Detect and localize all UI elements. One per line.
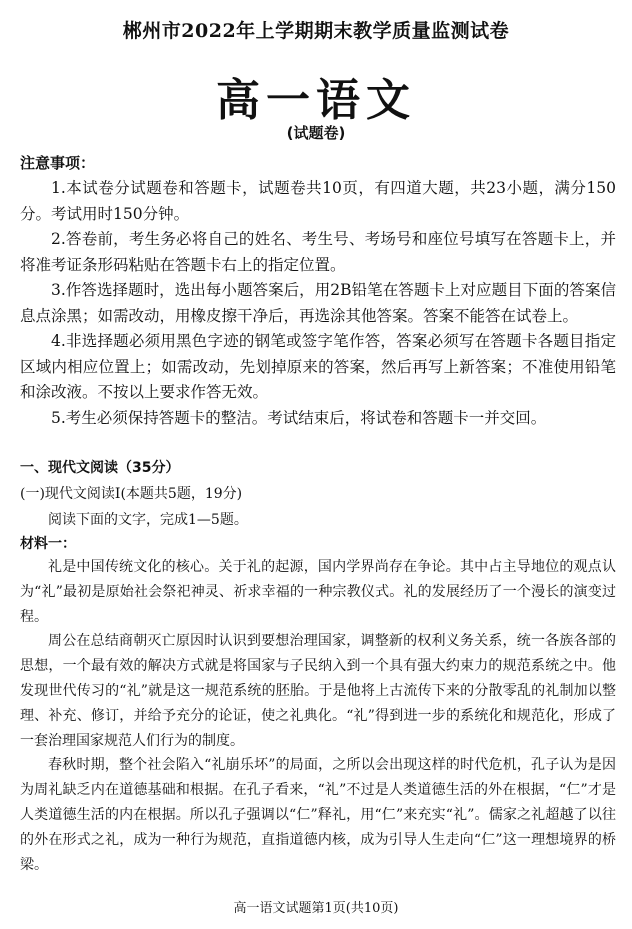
- section-heading: 一、现代文阅读（35分）: [20, 460, 180, 476]
- subsection-heading: (一)现代文阅读Ⅰ(本题共5题，19分): [20, 486, 243, 502]
- passage-paragraph: 礼是中国传统文化的核心。关于礼的起源，国内学界尚存在争论。其中占主导地位的观点认为“礼”最初是原始社会祭祀神灵、祈求幸福的一种宗教仪式。礼的发展经历了一个漫长的演变过程。: [20, 559, 616, 625]
- notice-list: [20, 176, 616, 431]
- passage-paragraph: 周公在总结商朝灭亡原因时认识到要想治理国家，调整新的权利义务关系，统一各族各部的思想，一个最有效的解决方式就是将国家与子民纳入到一个具有强大约束力的规范系统之中。他发现世代传习的“礼”就是这一规范系统的胚胎。于是他将上古流传下来的分散零乱的礼制加以整理、补充、修订，并给予充分的论证，使之礼典化。“礼”得到进一步的系统化和规范化，形成了一套治理国家规范人们行为的制度。: [20, 633, 616, 749]
- notice-item: 1.本试卷分试题卷和答题卡，试题卷共10页，有四道大题，共23小题，满分150分。考试用时150分钟。: [20, 179, 616, 223]
- material-label: 材料一：: [20, 536, 76, 552]
- passage-paragraph: 春秋时期，整个社会陷入“礼崩乐坏”的局面，之所以会出现这样的时代危机，孔子认为是因为周礼缺乏内在道德基础和根据。在孔子看来，“礼”不过是人类道德生活的外在根据，“仁”才是人类道德生活的内在根据。所以孔子强调以“仁”释礼，用“仁”来充实“礼”。儒家之礼超越了以往的外在形式之礼，成为一种行为规范，直指道德内核，成为引导人生走向“仁”这一理想境界的桥梁。: [20, 757, 616, 873]
- notice-item: 2.答卷前，考生务必将自己的姓名、考生号、考场号和座位号填写在答题卡上，并将准考证条形码粘贴在答题卡右上的指定位置。: [20, 230, 616, 274]
- booklet-label: (试题卷): [286, 124, 346, 142]
- subject-title: 高一语文: [216, 75, 416, 126]
- notice-item: 5.考生必须保持答题卡的整洁。考试结束后，将试卷和答题卡一并交回。: [51, 408, 547, 427]
- reading-passage: [20, 555, 616, 877]
- notice-heading: 注意事项：: [20, 154, 96, 172]
- exam-title: 郴州市2022年上学期期末教学质量监测试卷: [122, 20, 510, 42]
- notice-item: 3.作答选择题时，选出每小题答案后，用2B铅笔在答题卡上对应题目下面的答案信息点涂黑；如需改动，用橡皮擦干净后，再选涂其他答案。答案不能答在试卷上。: [20, 281, 616, 325]
- reading-instruction: 阅读下面的文字，完成1—5题。: [48, 512, 248, 528]
- page-footer: 高一语文试题第1页(共10页): [233, 901, 399, 916]
- notice-item: 4.非选择题必须用黑色字迹的钢笔或签字笔作答，答案必须写在答题卡各题目指定区域内相应位置上；如需改动，先划掉原来的答案，然后再写上新答案；不准使用铅笔和涂改液。不按以上要求作答无效。: [20, 332, 616, 401]
